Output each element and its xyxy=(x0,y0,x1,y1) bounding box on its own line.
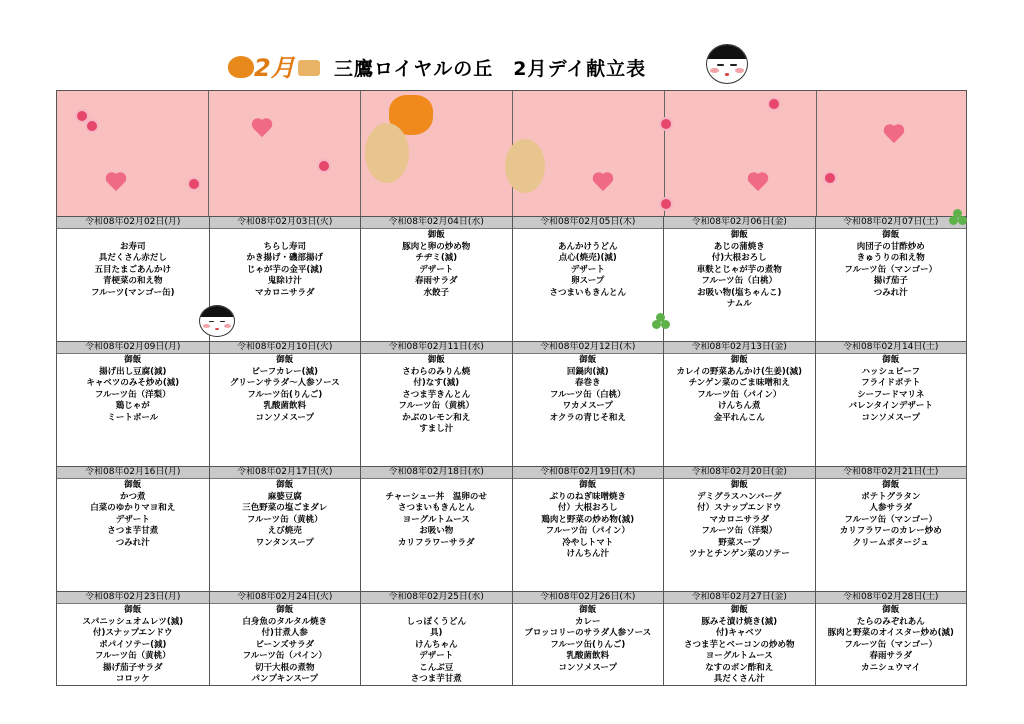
day-cell xyxy=(815,467,967,591)
menu-item: 麻婆豆腐 xyxy=(267,491,302,502)
date-label: 令和08年02月24日(火) xyxy=(210,592,361,604)
menu-item: 揚げ出し豆腐(減) xyxy=(99,366,167,377)
menu-item: 三色野菜の塩ごまダレ xyxy=(242,503,328,513)
day-cell xyxy=(57,217,209,341)
date-label: 令和08年02月20日(金) xyxy=(664,467,815,479)
date-label: 令和08年02月27日(金) xyxy=(664,592,815,604)
day-cell xyxy=(209,342,361,466)
dog-icon xyxy=(505,139,545,193)
date-label: 令和08年02月05日(木) xyxy=(513,217,664,229)
menu-item: 冷やしトマト xyxy=(562,537,614,548)
menu-item: さつまいもきんとん xyxy=(549,287,626,298)
menu-item: あんかけうどん xyxy=(557,241,618,252)
menu-item: スパニッシュオムレツ(減) xyxy=(82,616,184,627)
menu-item xyxy=(361,480,512,492)
menu-item: デザート xyxy=(570,264,605,275)
menu-item: 御飯 xyxy=(882,355,900,365)
menu-item xyxy=(57,230,209,242)
plum-blossom-icon xyxy=(825,173,835,183)
menu-list xyxy=(210,604,361,686)
menu-item: ツナとチンゲン菜のソテー xyxy=(688,549,790,559)
menu-item: 御飯 xyxy=(579,605,597,615)
menu-item: 御飯 xyxy=(427,230,445,240)
menu-item: デザート xyxy=(419,264,454,275)
menu-list xyxy=(57,604,209,686)
day-cell xyxy=(663,342,815,466)
menu-item: 御飯 xyxy=(124,355,142,365)
menu-item: ヨーグルトムース xyxy=(705,651,773,661)
week-row xyxy=(57,216,966,341)
menu-item: 付）大根おろし xyxy=(557,503,618,513)
menu-item: フルーツ缶（マンゴー） xyxy=(844,514,938,525)
menu-item: マカロニサラダ xyxy=(255,287,315,298)
menu-item: デザート xyxy=(115,514,150,525)
menu-item: 御飯 xyxy=(882,230,900,240)
menu-item: デミグラスハンバーグ xyxy=(697,491,782,502)
menu-item: 御飯 xyxy=(579,355,597,365)
menu-item: 付)大根おろし xyxy=(711,253,767,263)
day-cell xyxy=(512,342,664,466)
menu-item: シーフードマリネ xyxy=(857,389,925,400)
menu-item: 水餃子 xyxy=(423,287,449,298)
heart-icon xyxy=(251,119,273,139)
menu-item: ヨーグルトムース xyxy=(402,514,470,525)
menu-item: 野菜スープ xyxy=(718,537,761,548)
menu-item: 揚げ茄子サラダ xyxy=(103,662,163,673)
menu-item: キャベツのみそ炒め(減) xyxy=(86,378,180,388)
menu-item: ビーフカレー(減) xyxy=(251,366,318,377)
menu-item: 鬼除け汁 xyxy=(267,276,302,286)
menu-item: グリーンサラダ～人参ソース xyxy=(229,378,340,388)
date-label: 令和08年02月19日(木) xyxy=(513,467,664,479)
day-cell xyxy=(663,217,815,341)
menu-item: 揚げ茄子 xyxy=(873,276,908,286)
plum-blossom-icon xyxy=(769,99,779,109)
menu-item: さつま芋とベーコンの炒め物 xyxy=(683,639,795,650)
menu-list xyxy=(816,604,967,674)
menu-item: ミートボール xyxy=(107,412,159,423)
menu-list xyxy=(57,354,209,424)
menu-item: フルーツ缶（白桃） xyxy=(701,276,778,286)
menu-item: さつま芋きんとん xyxy=(402,389,471,400)
menu-item: 付)スナップエンドウ xyxy=(92,628,173,638)
plum-blossom-icon xyxy=(77,111,87,121)
day-cell xyxy=(57,592,209,685)
menu-item: 御飯 xyxy=(882,605,900,615)
menu-item: 人参サラダ xyxy=(869,503,912,513)
date-label: 令和08年02月07日(土) xyxy=(816,217,967,229)
menu-list xyxy=(361,354,512,436)
menu-item: けんちゃん xyxy=(414,639,458,650)
date-label: 令和08年02月11日(水) xyxy=(361,342,512,354)
menu-item: フルーツ(マンゴー缶) xyxy=(90,287,175,298)
menu-item: カレー xyxy=(574,616,601,627)
menu-list xyxy=(513,229,664,299)
menu-item: 御飯 xyxy=(124,480,142,490)
date-label: 令和08年02月10日(火) xyxy=(210,342,361,354)
menu-item: なすのポン酢和え xyxy=(705,662,774,673)
menu-item: 御飯 xyxy=(730,355,748,365)
day-cell xyxy=(57,467,209,591)
menu-item: 御飯 xyxy=(730,605,748,615)
menu-item: 鶏じゃが xyxy=(115,401,150,411)
day-cell xyxy=(815,592,967,685)
menu-item: チャーシュー丼 温卵のせ xyxy=(385,491,487,502)
menu-list xyxy=(361,229,512,299)
menu-item: さつま芋甘煮 xyxy=(107,526,159,536)
menu-item: フルーツ缶（パイン） xyxy=(545,526,630,536)
bean-box-icon xyxy=(298,60,320,76)
heart-icon xyxy=(883,125,905,145)
menu-item: きゅうりの和え物 xyxy=(856,253,925,263)
menu-item: フルーツ缶（黄桃） xyxy=(246,514,323,525)
date-label: 令和08年02月28日(土) xyxy=(816,592,967,604)
day-cell xyxy=(512,467,664,591)
menu-list xyxy=(210,354,361,424)
menu-item: さつまいもきんとん xyxy=(397,503,475,513)
menu-item: えび焼売 xyxy=(267,526,302,536)
date-label: 令和08年02月03日(火) xyxy=(210,217,361,229)
menu-item: 付)キャベツ xyxy=(716,628,763,638)
date-label: 令和08年02月16日(月) xyxy=(57,467,209,479)
menu-item: 具) xyxy=(430,628,443,638)
date-label: 令和08年02月26日(木) xyxy=(513,592,664,604)
menu-item: 五目たまごあんかけ xyxy=(94,264,171,275)
okame-face-icon xyxy=(199,305,235,337)
menu-item: パンプキンスープ xyxy=(251,674,318,684)
menu-item: フルーツ缶（パイン） xyxy=(242,651,327,661)
menu-item xyxy=(513,230,664,242)
week-row xyxy=(57,341,966,466)
menu-item: かぶのレモン和え xyxy=(402,412,471,423)
menu-item: つみれ汁 xyxy=(115,537,150,548)
menu-item: 鶏肉と野菜の炒め物(減) xyxy=(541,514,635,525)
menu-item: フルーツ缶(りんご) xyxy=(550,639,626,650)
menu-item: 御飯 xyxy=(276,355,294,365)
day-cell xyxy=(663,592,815,685)
day-cell xyxy=(209,592,361,685)
okame-face-icon xyxy=(706,44,748,84)
menu-item: チヂミ(減) xyxy=(415,253,458,263)
heart-icon xyxy=(747,173,769,193)
menu-item: フルーツ缶（洋梨） xyxy=(701,526,778,536)
oni-mask-icon xyxy=(228,56,254,78)
menu-list xyxy=(816,479,967,549)
menu-item: 御飯 xyxy=(882,480,900,490)
menu-item: かき揚げ・磯部揚げ xyxy=(246,253,323,263)
date-label: 令和08年02月21日(土) xyxy=(816,467,967,479)
day-cell xyxy=(360,342,512,466)
menu-item: お寿司 xyxy=(119,241,146,252)
menu-item: フライドポテト xyxy=(861,378,921,388)
plum-blossom-icon xyxy=(319,161,329,171)
menu-item: ビーンズサラダ xyxy=(255,639,314,650)
menu-item: お吸い物 xyxy=(419,526,454,536)
menu-item: カリフラワーサラダ xyxy=(398,537,475,548)
menu-item: つみれ汁 xyxy=(873,287,908,298)
menu-item: ちらし寿司 xyxy=(263,241,306,252)
menu-item: 青梗菜の和え物 xyxy=(102,276,163,286)
menu-item: しっぽくうどん xyxy=(406,616,466,627)
day-cell xyxy=(209,467,361,591)
menu-item: 春雨サラダ xyxy=(869,651,912,661)
menu-item: コロッケ xyxy=(115,674,150,684)
menu-list xyxy=(513,604,664,674)
day-cell xyxy=(57,342,209,466)
menu-item: クリームポタージュ xyxy=(852,537,929,548)
menu-item: コンソメスープ xyxy=(558,662,617,673)
menu-item: フルーツ缶（マンゴー） xyxy=(844,639,938,650)
menu-item: 具だくさん赤だし xyxy=(98,253,167,263)
menu-list xyxy=(816,354,967,424)
day-cell xyxy=(360,467,512,591)
page-title: 三鷹ロイヤルの丘 2月デイ献立表 xyxy=(334,58,647,80)
menu-item: 肉団子の甘酢炒め xyxy=(856,241,925,252)
menu-item: フルーツ缶（黄桃） xyxy=(94,651,171,661)
menu-list xyxy=(513,354,664,424)
menu-item: ハッシュビーフ xyxy=(861,366,921,377)
menu-list xyxy=(664,229,815,311)
menu-item xyxy=(361,605,512,617)
menu-item: 車麩とじゃが芋の煮物 xyxy=(696,264,782,275)
plum-blossom-icon xyxy=(661,119,671,129)
menu-list xyxy=(664,479,815,561)
month-logo-text: 2月 xyxy=(254,54,295,82)
plum-blossom-icon xyxy=(661,199,671,209)
menu-item: コンソメスープ xyxy=(861,412,920,423)
menu-item: かつ煮 xyxy=(119,491,146,502)
menu-item: ワカメスープ xyxy=(562,401,613,411)
menu-list xyxy=(664,354,815,424)
plum-blossom-icon xyxy=(189,179,199,189)
week-row xyxy=(57,591,966,685)
clover-icon xyxy=(652,313,670,331)
date-label: 令和08年02月13日(金) xyxy=(664,342,815,354)
menu-item: フルーツ缶（洋梨） xyxy=(94,389,171,400)
menu-item: 具だくさん汁 xyxy=(713,674,765,684)
menu-item: バレンタインデザート xyxy=(848,401,933,411)
date-label: 令和08年02月06日(金) xyxy=(664,217,815,229)
menu-item: デザート xyxy=(419,651,454,661)
menu-item: 金平れんこん xyxy=(713,412,765,423)
menu-item: すまし汁 xyxy=(419,424,454,434)
week-row xyxy=(57,466,966,591)
date-label: 令和08年02月23日(月) xyxy=(57,592,209,604)
menu-item: 切干大根の煮物 xyxy=(254,662,315,673)
day-cell xyxy=(512,217,664,341)
menu-item: フルーツ缶（黄桃） xyxy=(398,401,475,411)
menu-item: ブロッコリーのサラダ人参ソース xyxy=(524,628,652,638)
menu-item: 付)甘煮人参 xyxy=(261,628,308,638)
date-label: 令和08年02月04日(水) xyxy=(361,217,512,229)
menu-list xyxy=(57,479,209,549)
day-cell xyxy=(815,342,967,466)
menu-item: あじの蒲焼き xyxy=(713,241,765,252)
date-label: 令和08年02月02日(月) xyxy=(57,217,209,229)
menu-item: 御飯 xyxy=(730,480,748,490)
menu-item: 御飯 xyxy=(427,355,445,365)
menu-item: 豚みそ漬け焼き(減) xyxy=(701,616,778,627)
menu-list xyxy=(664,604,815,686)
menu-item: オクラの青じそ和え xyxy=(549,412,626,423)
clover-icon xyxy=(949,209,967,227)
menu-item: 白菜のゆかりマヨ和え xyxy=(90,503,176,513)
menu-item: マカロニサラダ xyxy=(709,514,769,525)
date-label: 令和08年02月12日(木) xyxy=(513,342,664,354)
menu-item: ポテトグラタン xyxy=(861,491,921,502)
day-cell xyxy=(360,592,512,685)
menu-item: 豚肉と卵の炒め物 xyxy=(402,241,471,252)
menu-item: 卵スープ xyxy=(571,276,605,286)
menu-item: 付）スナップエンドウ xyxy=(697,503,782,513)
day-cell xyxy=(815,217,967,341)
menu-list xyxy=(361,479,512,549)
heart-icon xyxy=(105,173,127,193)
menu-list xyxy=(210,229,361,299)
menu-item: 春雨サラダ xyxy=(415,276,458,286)
menu-item: こんぶ豆 xyxy=(419,662,454,673)
menu-item: 点心(焼売)(減) xyxy=(558,253,617,263)
menu-item: 乳酸菌飲料 xyxy=(566,651,609,661)
day-cell xyxy=(360,217,512,341)
menu-item: チンゲン菜のごま味噌和え xyxy=(688,378,790,388)
menu-item: けんちん汁 xyxy=(566,549,609,559)
menu-list xyxy=(210,479,361,549)
menu-item: さわらのみりん焼 xyxy=(402,366,471,377)
menu-item: カニシュウマイ xyxy=(861,662,921,673)
date-label: 令和08年02月14日(土) xyxy=(816,342,967,354)
menu-item: 付)なす(減) xyxy=(413,378,460,388)
menu-item: 回鍋肉(減) xyxy=(566,366,609,377)
menu-item: ぶりのねぎ味噌焼き xyxy=(549,491,626,502)
date-label: 令和08年02月18日(水) xyxy=(361,467,512,479)
menu-item: 春巻き xyxy=(574,378,601,388)
date-label: 令和08年02月17日(火) xyxy=(210,467,361,479)
menu-item xyxy=(210,230,361,242)
day-cell xyxy=(663,467,815,591)
menu-item: 御飯 xyxy=(124,605,142,615)
plum-blossom-icon xyxy=(87,121,97,131)
menu-item: ワンタンスープ xyxy=(255,537,314,548)
menu-list xyxy=(57,229,209,299)
heart-icon xyxy=(592,173,614,193)
menu-list xyxy=(816,229,967,299)
menu-item: カレイの野菜あんかけ(生姜)(減) xyxy=(676,366,803,377)
menu-item: 白身魚のタルタル焼き xyxy=(242,616,328,627)
menu-list xyxy=(513,479,664,561)
menu-item: 御飯 xyxy=(276,605,294,615)
menu-item: フルーツ缶(りんご) xyxy=(247,389,323,400)
menu-list xyxy=(361,604,512,686)
menu-item: フルーツ缶（パイン） xyxy=(697,389,782,400)
menu-item: さつま芋甘煮 xyxy=(410,674,462,684)
menu-item: お吸い物(塩ちゃんこ) xyxy=(697,287,782,298)
menu-item: 豚肉と野菜のオイスター炒め(減) xyxy=(827,628,954,638)
menu-item: たらのみぞれあん xyxy=(856,616,925,627)
menu-item: フルーツ缶（マンゴー） xyxy=(844,264,938,275)
day-cell xyxy=(512,592,664,685)
menu-item: 御飯 xyxy=(730,230,748,240)
menu-item: ナムル xyxy=(726,299,752,309)
dog-icon xyxy=(365,123,409,183)
menu-item: 乳酸菌飲料 xyxy=(263,401,306,411)
menu-table xyxy=(56,90,967,686)
decorative-banner xyxy=(57,91,966,216)
menu-item: 御飯 xyxy=(579,480,597,490)
menu-item: コンソメスープ xyxy=(255,412,314,423)
month-logo xyxy=(228,48,323,84)
date-label: 令和08年02月25日(水) xyxy=(361,592,512,604)
menu-item: カリフラワーのカレー炒め xyxy=(839,526,942,536)
header xyxy=(0,44,1024,84)
date-label: 令和08年02月09日(月) xyxy=(57,342,209,354)
menu-item: けんちん煮 xyxy=(717,401,761,411)
menu-item: ポパイソテー(減) xyxy=(99,639,167,650)
menu-item: フルーツ缶（白桃） xyxy=(549,389,626,400)
menu-item: じゃが芋の金平(減) xyxy=(246,264,323,275)
menu-item: 御飯 xyxy=(276,480,294,490)
